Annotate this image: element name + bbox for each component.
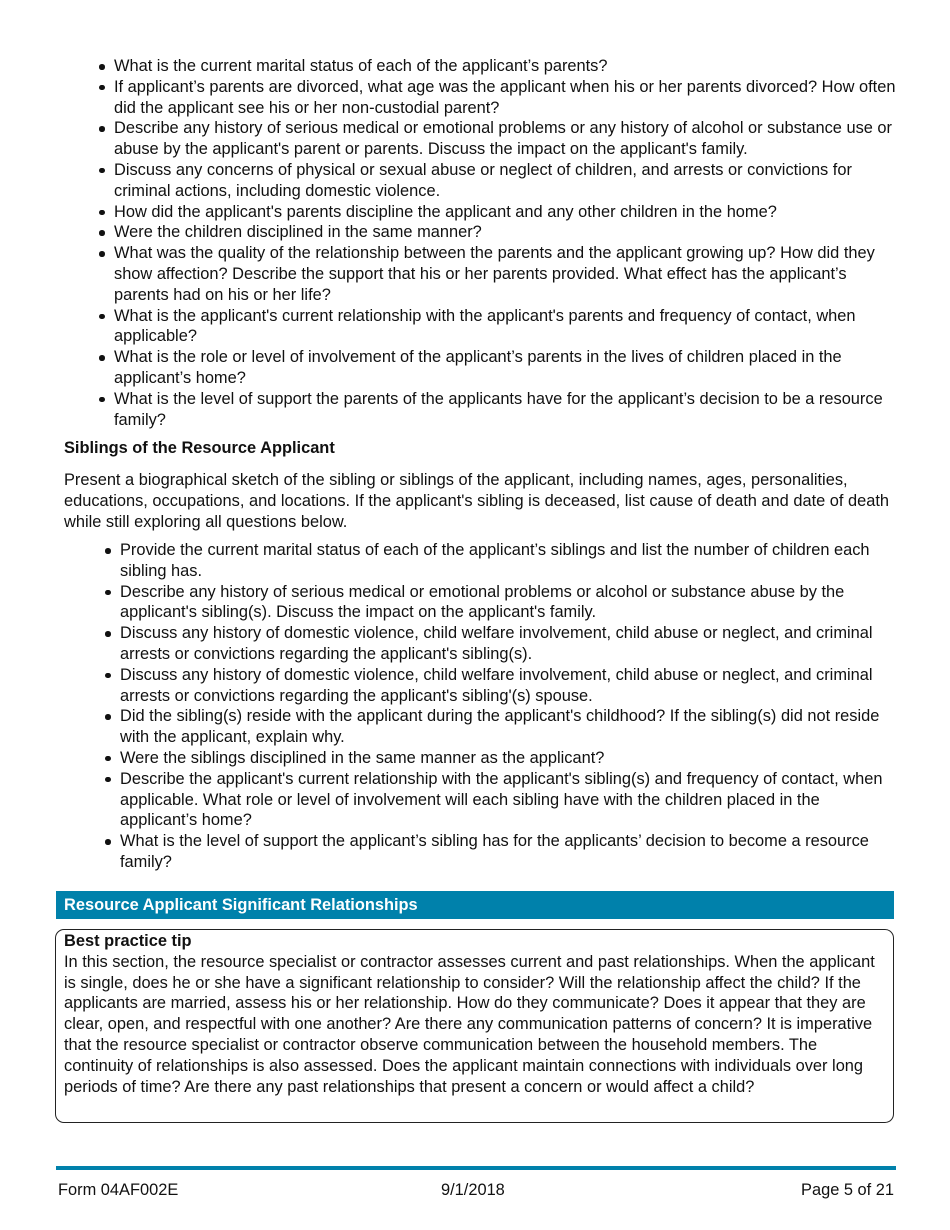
list-item: Describe any history of serious medical or emotional problems or alcohol or substance abuse by the applicant's sibling(s). Discuss the impact on the applicant's family. xyxy=(120,582,900,624)
list-item: What is the level of support the applicant’s sibling has for the applicants’ decision to become a resource family? xyxy=(120,831,900,873)
list-item: Were the children disciplined in the same manner? xyxy=(114,222,904,243)
list-item: What is the level of support the parents of the applicants have for the applicant’s decision to be a resource family? xyxy=(114,389,904,431)
list-item: Describe any history of serious medical or emotional problems or any history of alcohol or substance use or abuse by the applicant's parent or parents. Discuss the impact on the applicant's family. xyxy=(114,118,904,160)
siblings-question-list xyxy=(120,540,900,873)
siblings-intro-paragraph: Present a biographical sketch of the sibling or siblings of the applicant, including names, ages, personalities, educations, occupations, and locations. If the applicant's sibling is deceased, list cause of death and date of death while still exploring all questions below. xyxy=(64,471,890,531)
list-item: What is the current marital status of each of the applicant’s parents? xyxy=(114,56,904,77)
parents-question-list xyxy=(114,56,904,430)
list-item: If applicant’s parents are divorced, what age was the applicant when his or her parents divorced? How often did the applicant see his or her non-custodial parent? xyxy=(114,77,904,119)
list-item: What is the role or level of involvement of the applicant’s parents in the lives of children placed in the applicant’s home? xyxy=(114,347,904,389)
list-item: Did the sibling(s) reside with the applicant during the applicant's childhood? If the sibling(s) did not reside with the applicant, explain why. xyxy=(120,706,900,748)
list-item: Describe the applicant's current relationship with the applicant's sibling(s) and frequency of contact, when applicable. What role or level of involvement will each sibling have with the children placed in the applicant’s home? xyxy=(120,769,900,831)
siblings-heading: Siblings of the Resource Applicant xyxy=(64,439,335,457)
section-title-bar: Resource Applicant Significant Relationships xyxy=(56,891,894,919)
list-item: Discuss any concerns of physical or sexual abuse or neglect of children, and arrests or convictions for criminal actions, including domestic violence. xyxy=(114,160,904,202)
best-practice-tip-box xyxy=(55,929,894,1123)
list-item: Discuss any history of domestic violence, child welfare involvement, child abuse or neglect, and criminal arrests or convictions regarding the applicant's sibling(s). xyxy=(120,623,900,665)
list-item: Were the siblings disciplined in the same manner as the applicant? xyxy=(120,748,900,769)
footer-divider xyxy=(56,1166,896,1170)
list-item: What was the quality of the relationship between the parents and the applicant growing up? How did they show affection? Describe the support that his or her parents provided. What effect has the applicant’s parents had on his or her life? xyxy=(114,243,904,305)
tip-title: Best practice tip xyxy=(64,932,192,950)
list-item: How did the applicant's parents discipline the applicant and any other children in the home? xyxy=(114,202,904,223)
footer-date: 9/1/2018 xyxy=(441,1181,505,1199)
footer-form-number: Form 04AF002E xyxy=(58,1181,179,1199)
footer-page-number: Page 5 of 21 xyxy=(801,1181,894,1199)
list-item: What is the applicant's current relationship with the applicant's parents and frequency of contact, when applicable? xyxy=(114,306,904,348)
tip-body: In this section, the resource specialist or contractor assesses current and past relationships. When the applicant is single, does he or she have a significant relationship to consider? Will the relationship affect the child? If the applicants are married, assess his or her relationship. How do they communicate? Does it appear that they are clear, open, and respectful with one another? Are there any communication patterns of concern? It is imperative that the resource specialist or contractor observe communication between the household members. The continuity of relationships is also assessed. Does the applicant maintain connections with individuals over long periods of time? Are there any past relationships that present a concern or would affect a child? xyxy=(64,952,875,1096)
list-item: Discuss any history of domestic violence, child welfare involvement, child abuse or neglect, and criminal arrests or convictions regarding the applicant's sibling'(s) spouse. xyxy=(120,665,900,707)
list-item: Provide the current marital status of each of the applicant’s siblings and list the number of children each sibling has. xyxy=(120,540,900,582)
